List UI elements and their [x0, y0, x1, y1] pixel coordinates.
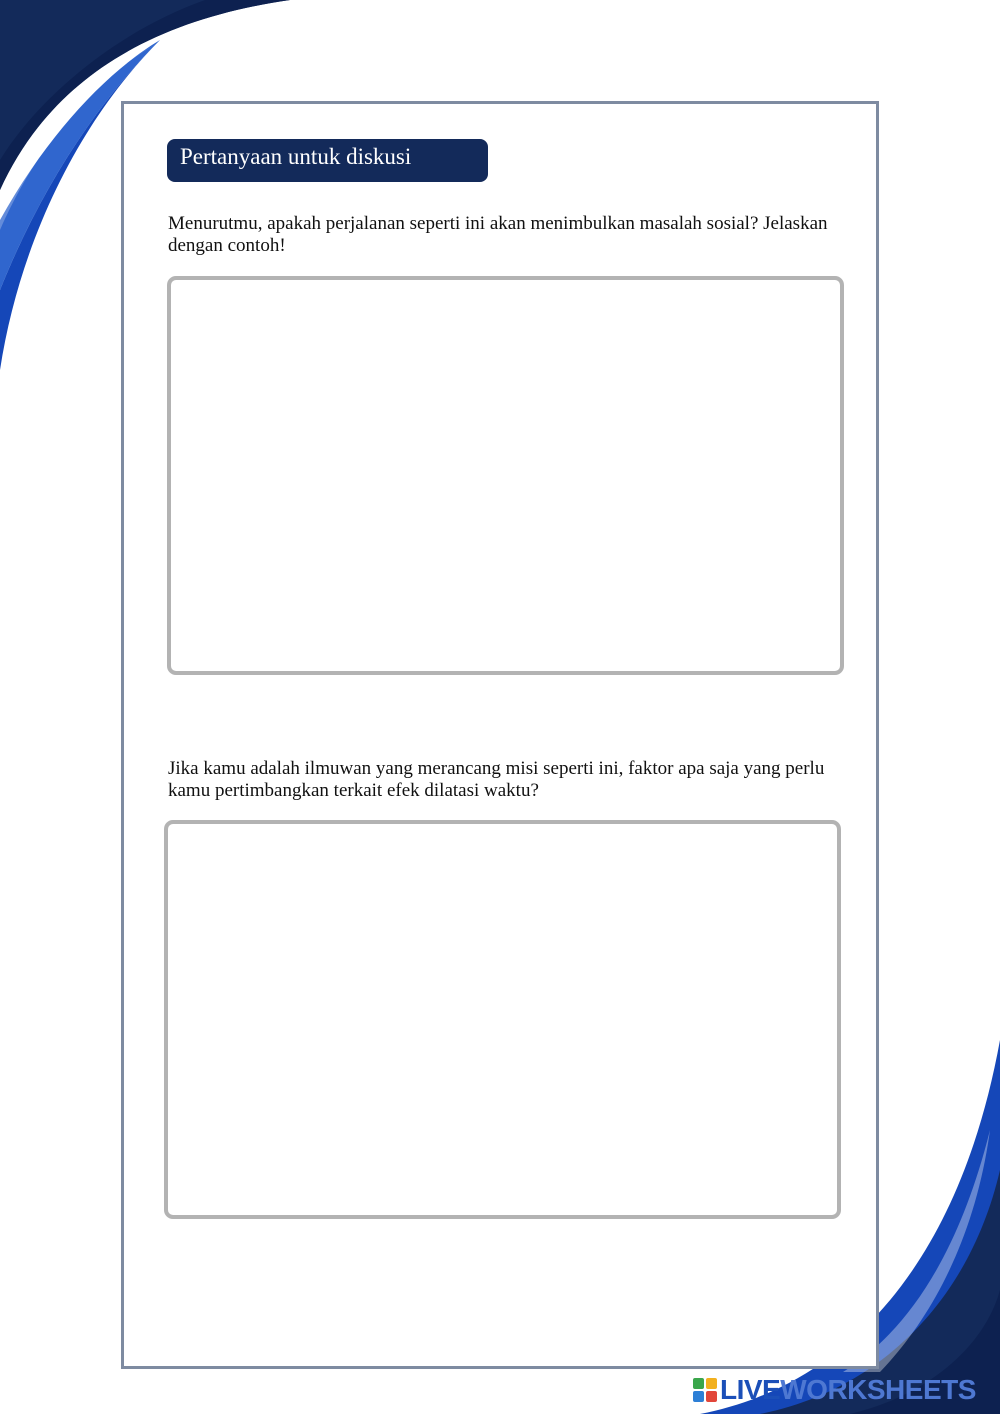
- liveworksheets-logo-icon: [693, 1378, 717, 1402]
- question-2-text: Jika kamu adalah ilmuwan yang merancang misi seperti ini, faktor apa saja yang perlu kamu pertimbangkan terkait efek dilatasi waktu?: [168, 758, 825, 801]
- liveworksheets-brand: [693, 1376, 976, 1404]
- section-title-banner: [167, 139, 488, 182]
- section-title: Pertanyaan untuk diskusi: [180, 144, 412, 169]
- answer-box-1[interactable]: [167, 276, 844, 675]
- question-1-text: Menurutmu, apakah perjalanan seperti ini akan menimbulkan masalah sosial? Jelaskan dengan contoh!: [168, 213, 828, 256]
- brand-text-worksheets: WORKSHEETS: [780, 1374, 976, 1405]
- answer-box-2[interactable]: [164, 820, 841, 1219]
- brand-text-live: LIVE: [720, 1374, 781, 1405]
